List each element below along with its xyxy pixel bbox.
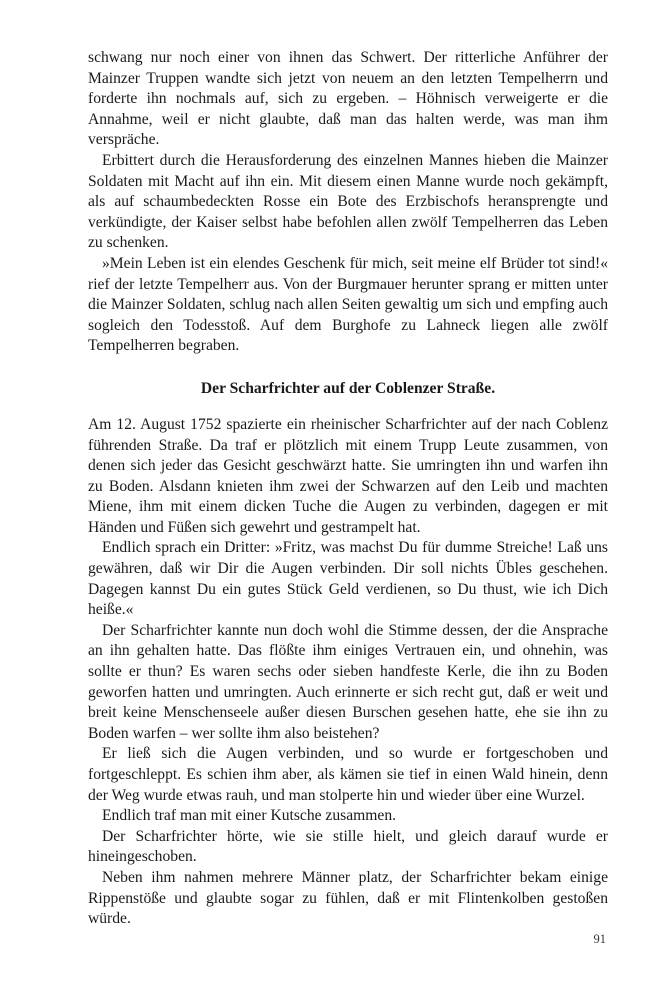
paragraph: Er ließ sich die Augen verbinden, und so wurde er fortgeschoben und fortgeschleppt. Es schien ihm aber, als kämen sie tief in einen Wald hinein, denn der Weg wurde etwas rauh, und man stolperte hin und wieder über eine Wurzel. [88,745,608,804]
paragraph: Erbittert durch die Herausforderung des einzelnen Mannes hieben die Mainzer Soldaten mit Macht auf ihn ein. Mit diesem einen Manne wurde noch gekämpft, als auf schaumbedeckten Rosse ein Bote des Erzbischofs heransprengte und verkündigte, der Kaiser selbst habe befohlen allen zwölf Tempelherren das Leben zu schenken. [88,151,608,252]
paragraph: »Mein Leben ist ein elendes Geschenk für mich, seit meine elf Brüder tot sind!« rief der letzte Tempelherr aus. Von der Burgmauer herunter sprang er mitten unter die Mainzer Soldaten, schlug nach allen Seiten gewaltig um sich und empfing auch sogleich den Todesstoß. Auf dem Burghofe zu Lahneck liegen alle zwölf Tempelherren begraben. [88,254,608,355]
paragraph: Endlich traf man mit einer Kutsche zusammen. [102,807,397,825]
paragraph: Der Scharfrichter kannte nun doch wohl die Stimme dessen, der die Ansprache an ihn gehalten hatte. Das flößte ihm einiges Vertrauen ein, und ohnehin, was sollte er thun? Es waren sechs oder sieben handfeste Kerle, die ihn zu Boden geworfen hatten und umringten. Auch erinnerte er sich recht gut, daß er weit und breit keine Menschenseele außer diesen Burschen gesehen hatte, ehe sie ihn zu Boden warfen – wer sollte ihm also beistehen? [88,621,608,742]
section-tempelherren [88,48,608,357]
page-number: 91 [593,932,606,946]
paragraph: Endlich sprach ein Dritter: »Fritz, was machst Du für dumme Streiche! Laß uns gewähren, daß wir Dir die Augen verbinden. Dir soll nichts Übles geschehen. Dagegen kannst Du ein gutes Stück Geld verdienen, so Du thust, wie ich Dich heiße.« [88,539,608,619]
book-page [88,48,608,930]
paragraph: Am 12. August 1752 spazierte ein rheinischer Scharfrichter auf der nach Coblenz führenden Straße. Da traf er plötzlich mit einem Trupp Leute zusammen, von denen sich jeder das Gesicht geschwärzt hatte. Sie umringten ihn und warfen ihn zu Boden. Alsdann knieten ihm zwei der Schwarzen auf den Leib und machten Miene, ihm mit einem dicken Tuche die Augen zu verbinden, dagegen er mit Händen und Füßen sich gewehrt und gestrampelt hat. [88,415,608,536]
paragraph: Der Scharfrichter hörte, wie sie stille hielt, und gleich darauf wurde er hineingeschoben. [88,827,608,866]
paragraph: Neben ihm nahmen mehrere Männer platz, der Scharfrichter bekam einige Rippenstöße und glaubte sogar zu fühlen, daß er mit Flintenkolben gestoßen würde. [88,868,608,928]
paragraph: schwang nur noch einer von ihnen das Schwert. Der ritterliche Anführer der Mainzer Truppen wandte sich jetzt von neuem an den letzten Tempelherrn und forderte ihn nochmals auf, sich zu ergeben. – Höhnisch verweigerte er die Annahme, weil er nicht glaubte, daß man das halten werde, was man ihm verspräche. [88,49,608,149]
chapter-title: Der Scharfrichter auf der Coblenzer Straße. [200,379,496,397]
section-scharfrichter [88,415,608,930]
